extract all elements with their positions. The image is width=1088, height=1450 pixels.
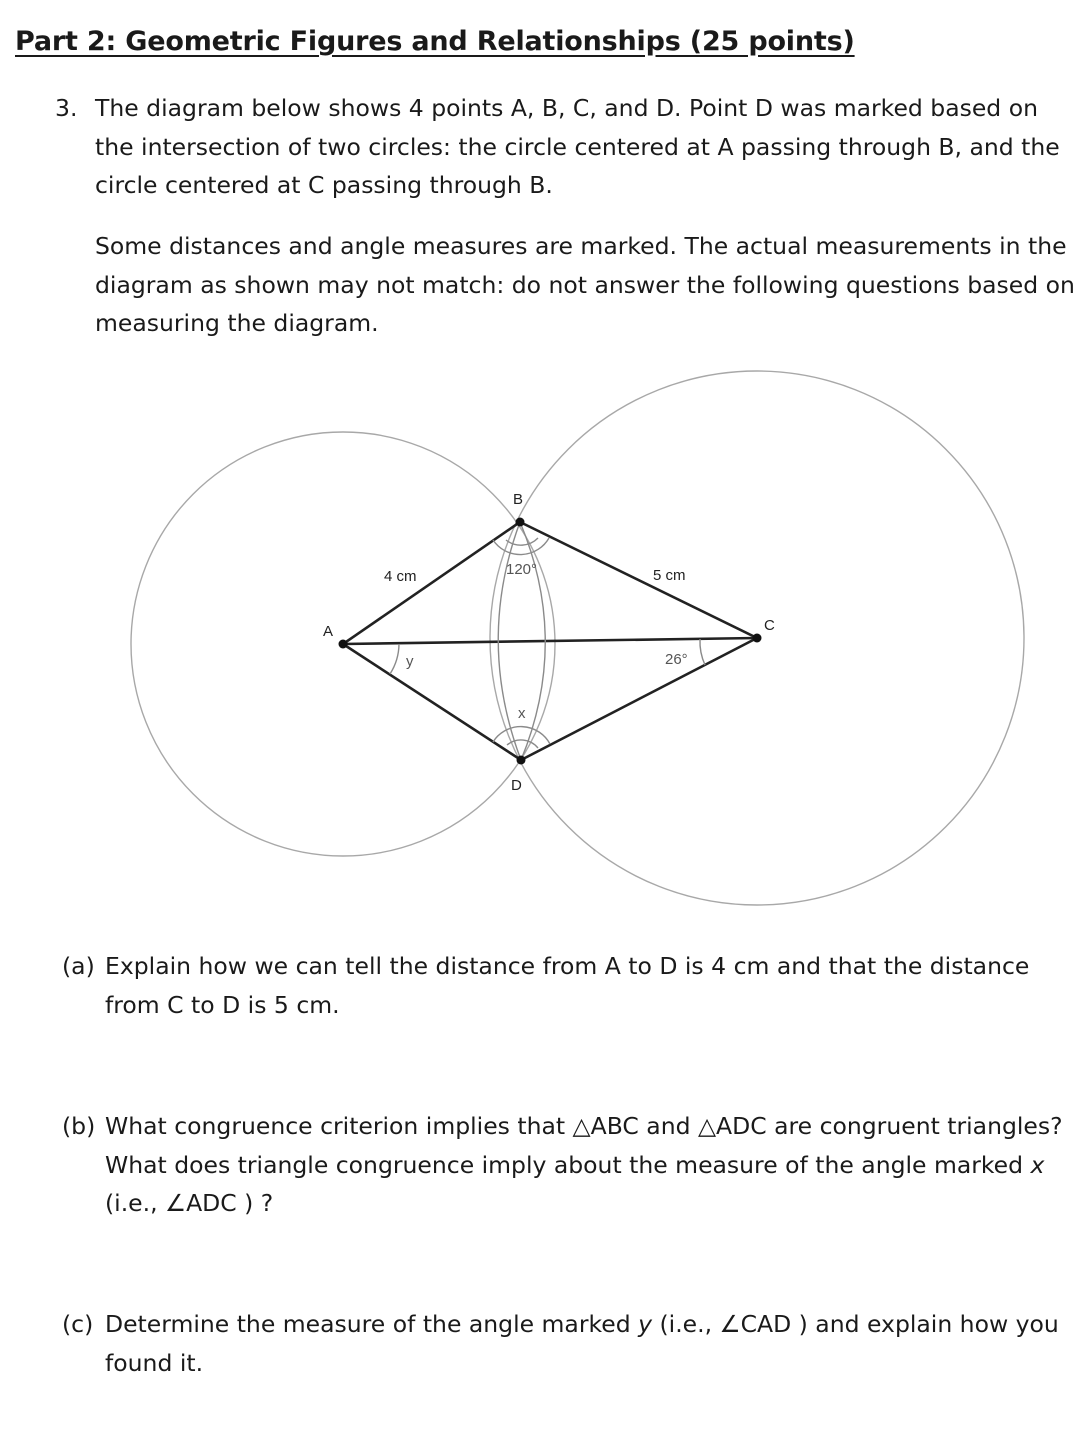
angle-b-arc xyxy=(493,538,549,555)
label-point-c: C xyxy=(764,617,775,634)
part-c-text-1: Determine the measure of the angle marked xyxy=(105,1310,639,1338)
point-c xyxy=(753,634,762,643)
part-b-variable: x xyxy=(1030,1150,1045,1179)
label-angle-b: 120° xyxy=(506,561,538,578)
segment-da xyxy=(343,644,521,760)
label-point-d: D xyxy=(511,777,522,794)
angle-a-arc xyxy=(390,644,399,674)
quadrilateral-abcd xyxy=(343,522,757,760)
label-angle-x: x xyxy=(518,705,526,722)
part-b-text xyxy=(105,1107,1065,1223)
angle-b-inner-arc xyxy=(506,538,538,545)
part-c-text-2: (i.e., ∠CAD ) and explain how you found it. xyxy=(105,1310,1059,1377)
question-intro: The diagram below shows 4 points A, B, C, and D. Point D was marked based on the intersection of two circles: the circle centered at A passing through B, and the circle centered at C passing through B. xyxy=(95,94,1060,199)
part-b-label: (b) xyxy=(62,1112,96,1140)
question-number: 3. xyxy=(55,94,78,122)
point-d xyxy=(517,756,526,765)
point-a xyxy=(339,640,348,649)
label-point-a: A xyxy=(323,623,334,640)
label-ab-length: 4 cm xyxy=(384,568,417,585)
point-b xyxy=(516,518,525,527)
angle-c-arc xyxy=(700,639,705,665)
question-note: Some distances and angle measures are marked. The actual measurements in the diagram as shown may not match: do not answer the following questions based on measuring the diagram. xyxy=(95,232,1075,337)
segment-cd xyxy=(521,638,757,760)
part-a-text: Explain how we can tell the distance from A to D is 4 cm and that the distance from C to D is 5 cm. xyxy=(105,952,1030,1019)
label-bc-length: 5 cm xyxy=(653,567,686,584)
part-c-variable: y xyxy=(638,1310,653,1338)
part-b-text-2: (i.e., ∠ADC ) ? xyxy=(105,1189,274,1217)
part-c-text xyxy=(105,1305,1065,1382)
label-angle-y: y xyxy=(406,653,414,670)
part-b-text-1: What congruence criterion implies that △ABC and △ADC are congruent triangles? What does triangle congruence imply about the measure of the angle marked xyxy=(105,1112,1063,1179)
label-point-b: B xyxy=(513,491,524,508)
page-title: Part 2: Geometric Figures and Relationships (25 points) xyxy=(15,26,855,57)
part-c-label: (c) xyxy=(62,1310,94,1338)
part-a-label: (a) xyxy=(62,952,95,980)
angle-d-arc xyxy=(493,727,550,744)
segment-bc xyxy=(520,522,757,638)
segment-ac xyxy=(343,638,757,644)
label-angle-c: 26° xyxy=(665,651,688,668)
